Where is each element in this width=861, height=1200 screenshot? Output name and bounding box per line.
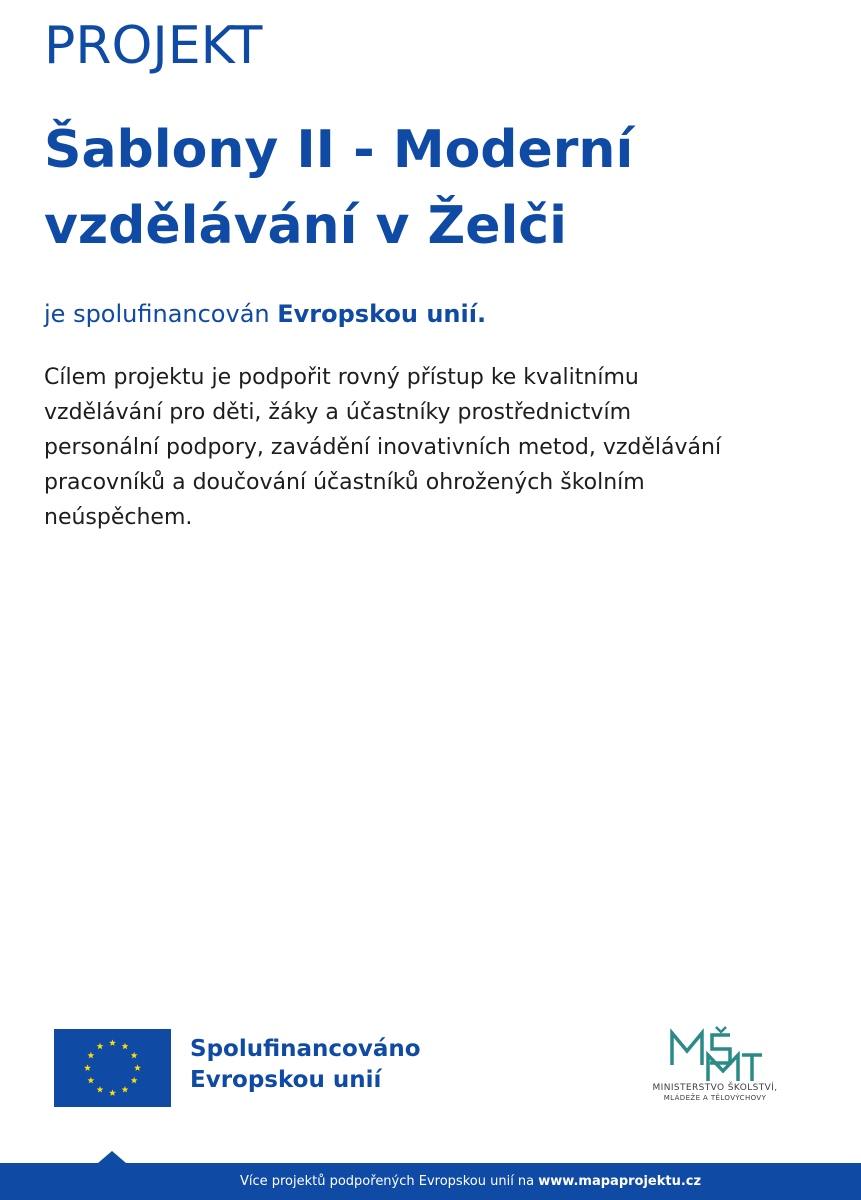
eu-star	[131, 1077, 138, 1084]
description-line-5: neúspěchem.	[44, 505, 193, 530]
project-description	[44, 360, 814, 535]
description-line-4: pracovníků a doučování účastníků ohrožených školním	[44, 470, 645, 495]
eu-star	[97, 1086, 104, 1093]
eu-star	[109, 1089, 116, 1096]
eu-logo-text-line-2: Evropskou unií	[190, 1067, 382, 1093]
footer-link[interactable]: www.mapaprojektu.cz	[538, 1174, 702, 1189]
footer-text: Více projektů podpořených Evropskou unií na	[239, 1174, 539, 1189]
msmt-name-line-2: MLÁDEŽE A TĚLOVÝCHOVY	[663, 1094, 767, 1102]
project-title-line-2: vzdělávání v Želči	[44, 196, 567, 256]
eu-star	[87, 1052, 94, 1059]
description-line-2: vzdělávání pro děti, žáky a účastníky prostřednictvím	[44, 400, 631, 425]
eu-star	[97, 1043, 104, 1050]
eu-star	[134, 1064, 141, 1071]
project-title	[44, 112, 824, 264]
eu-star	[131, 1052, 138, 1059]
eu-star	[122, 1043, 129, 1050]
project-label: PROJEKT	[44, 16, 263, 76]
msmt-name-line-1: MINISTERSTVO ŠKOLSTVÍ,	[652, 1083, 778, 1093]
eu-star	[84, 1064, 91, 1071]
eu-flag-icon	[54, 1029, 171, 1107]
description-line-3: personální podpory, zavádění inovativních metod, vzdělávání	[44, 435, 722, 460]
eu-star	[109, 1039, 116, 1046]
eu-logo-text-line-1: Spolufinancováno	[190, 1036, 421, 1062]
eu-star	[122, 1086, 129, 1093]
eu-flag-stars	[54, 1029, 171, 1107]
eu-cofinancing-logo-text	[190, 1034, 421, 1096]
cofinancing-prefix: je spolufinancován	[44, 300, 278, 328]
footer-bar	[0, 1163, 861, 1200]
footer-notch	[98, 1151, 126, 1163]
msmt-monogram	[620, 1025, 810, 1085]
project-title-line-1: Šablony II - Moderní	[44, 120, 634, 180]
description-line-1: Cílem projektu je podpořit rovný přístup ke kvalitnímu	[44, 365, 639, 390]
msmt-name	[620, 1083, 810, 1103]
cofinancing-highlight: Evropskou unií.	[277, 300, 487, 328]
cofinancing-statement	[44, 294, 486, 334]
eu-star	[87, 1077, 94, 1084]
